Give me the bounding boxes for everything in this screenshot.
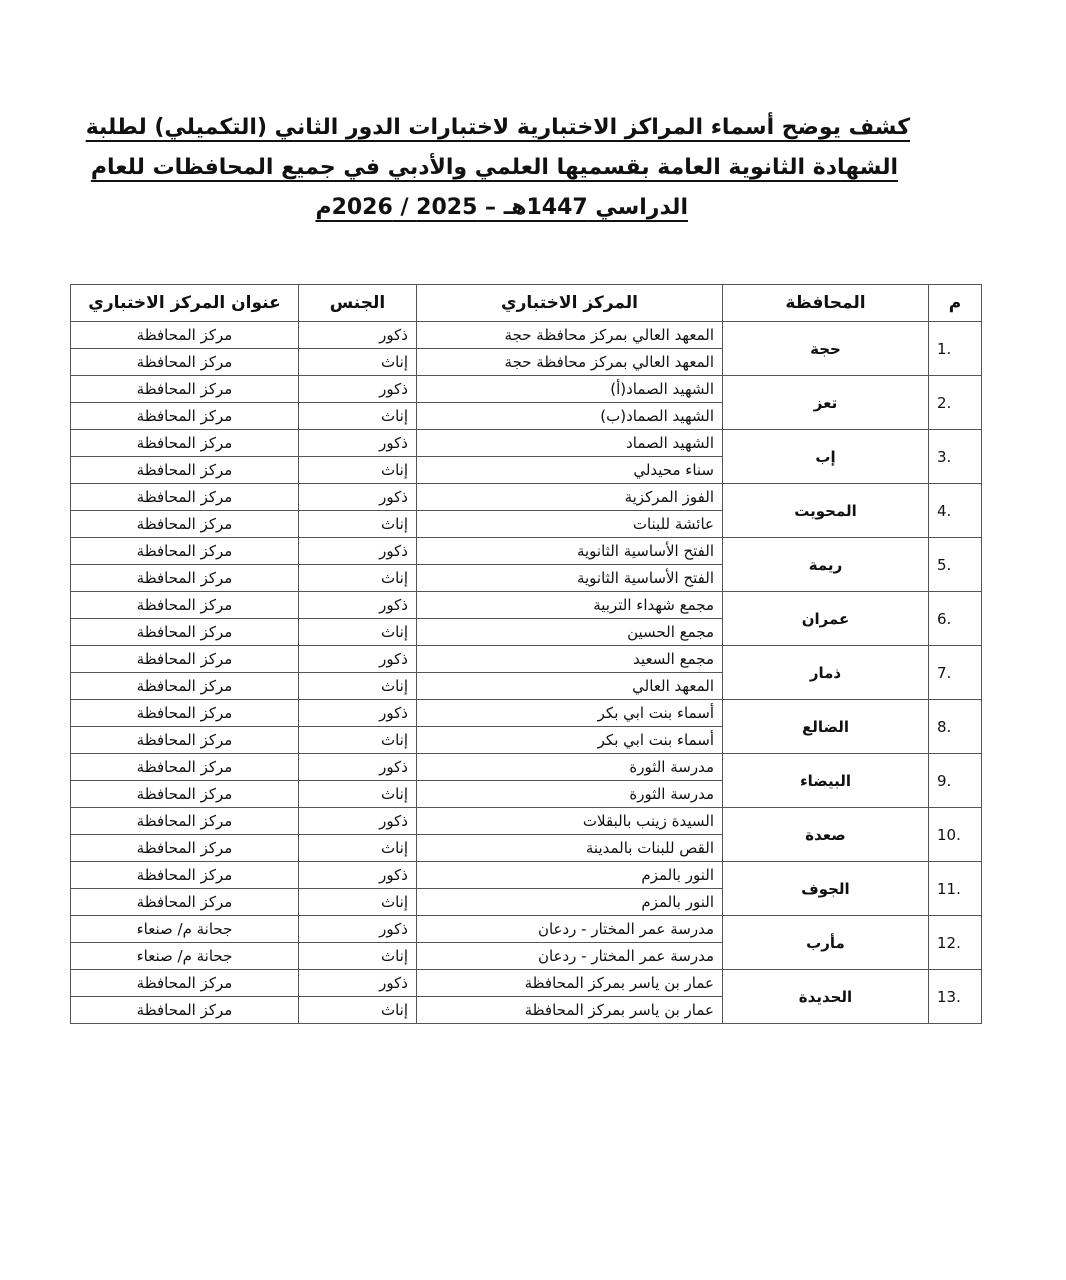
title-line-2 — [90, 148, 910, 188]
title-line-1 — [85, 108, 910, 148]
row-number: 2. — [929, 376, 982, 430]
gender-cell: ذكور — [299, 916, 417, 943]
header-governorate: المحافظة — [723, 285, 929, 322]
address-cell: مركز المحافظة — [71, 484, 299, 511]
center-cell: سناء محيدلي — [417, 457, 723, 484]
row-number: 9. — [929, 754, 982, 808]
gender-cell: ذكور — [299, 646, 417, 673]
table-row — [71, 484, 982, 511]
table-row — [71, 646, 982, 673]
table-row — [71, 916, 982, 943]
row-number: 5. — [929, 538, 982, 592]
title-line-1-text: كشف يوضح أسماء المراكز الاختبارية لاختبارات الدور الثاني (التكميلي) لطلبة — [85, 115, 910, 140]
center-cell: المعهد العالي بمركز محافظة حجة — [417, 349, 723, 376]
address-cell: مركز المحافظة — [71, 889, 299, 916]
governorate-cell: ريمة — [723, 538, 929, 592]
gender-cell: ذكور — [299, 376, 417, 403]
gender-cell: ذكور — [299, 700, 417, 727]
table-row — [71, 700, 982, 727]
table-row — [71, 322, 982, 349]
address-cell: مركز المحافظة — [71, 646, 299, 673]
gender-cell: ذكور — [299, 538, 417, 565]
row-number: 11. — [929, 862, 982, 916]
center-cell: عمار بن ياسر بمركز المحافظة — [417, 997, 723, 1024]
center-cell: مدرسة الثورة — [417, 754, 723, 781]
table-row — [71, 592, 982, 619]
table-header-row — [71, 285, 982, 322]
center-cell: الفتح الأساسية الثانوية — [417, 565, 723, 592]
address-cell: مركز المحافظة — [71, 511, 299, 538]
governorate-cell: حجة — [723, 322, 929, 376]
row-number: 6. — [929, 592, 982, 646]
address-cell: جحانة م/ صنعاء — [71, 943, 299, 970]
gender-cell: ذكور — [299, 484, 417, 511]
center-cell: مجمع شهداء التربية — [417, 592, 723, 619]
center-cell: مدرسة عمر المختار - ردعان — [417, 916, 723, 943]
address-cell: مركز المحافظة — [71, 835, 299, 862]
table-row — [71, 808, 982, 835]
center-cell: الفوز المركزية — [417, 484, 723, 511]
center-cell: أسماء بنت ابي بكر — [417, 700, 723, 727]
gender-cell: إناث — [299, 619, 417, 646]
address-cell: مركز المحافظة — [71, 376, 299, 403]
row-number: 3. — [929, 430, 982, 484]
governorate-cell: الجوف — [723, 862, 929, 916]
address-cell: مركز المحافظة — [71, 673, 299, 700]
gender-cell: إناث — [299, 727, 417, 754]
document-title — [85, 108, 910, 228]
address-cell: مركز المحافظة — [71, 754, 299, 781]
header-center: المركز الاختباري — [417, 285, 723, 322]
gender-cell: ذكور — [299, 592, 417, 619]
center-cell: عمار بن ياسر بمركز المحافظة — [417, 970, 723, 997]
governorate-cell: مأرب — [723, 916, 929, 970]
center-cell: الشهيد الصماد(ب) — [417, 403, 723, 430]
governorate-cell: الحديدة — [723, 970, 929, 1024]
table-row — [71, 862, 982, 889]
table-row — [71, 538, 982, 565]
title-line-3 — [150, 188, 910, 228]
address-cell: مركز المحافظة — [71, 430, 299, 457]
gender-cell: إناث — [299, 997, 417, 1024]
gender-cell: إناث — [299, 835, 417, 862]
header-num: م — [929, 285, 982, 322]
governorate-cell: عمران — [723, 592, 929, 646]
address-cell: مركز المحافظة — [71, 592, 299, 619]
title-line-3-text: الدراسي 1447هـ – 2025 / 2026م — [315, 195, 688, 220]
center-cell: الشهيد الصماد — [417, 430, 723, 457]
exam-centers-table — [70, 284, 982, 1024]
gender-cell: ذكور — [299, 970, 417, 997]
governorate-cell: صعدة — [723, 808, 929, 862]
gender-cell: إناث — [299, 565, 417, 592]
gender-cell: إناث — [299, 673, 417, 700]
address-cell: مركز المحافظة — [71, 700, 299, 727]
center-cell: مدرسة الثورة — [417, 781, 723, 808]
gender-cell: إناث — [299, 457, 417, 484]
gender-cell: ذكور — [299, 430, 417, 457]
center-cell: النور بالمزم — [417, 889, 723, 916]
center-cell: مدرسة عمر المختار - ردعان — [417, 943, 723, 970]
gender-cell: إناث — [299, 403, 417, 430]
row-number: 10. — [929, 808, 982, 862]
header-gender: الجنس — [299, 285, 417, 322]
address-cell: مركز المحافظة — [71, 727, 299, 754]
gender-cell: إناث — [299, 349, 417, 376]
table-row — [71, 376, 982, 403]
title-line-2-text: الشهادة الثانوية العامة بقسميها العلمي والأدبي في جميع المحافظات للعام — [90, 155, 898, 180]
center-cell: أسماء بنت ابي بكر — [417, 727, 723, 754]
center-cell: المعهد العالي — [417, 673, 723, 700]
governorate-cell: البيضاء — [723, 754, 929, 808]
gender-cell: ذكور — [299, 862, 417, 889]
address-cell: مركز المحافظة — [71, 565, 299, 592]
governorate-cell: إب — [723, 430, 929, 484]
center-cell: الشهيد الصماد(أ) — [417, 376, 723, 403]
table-row — [71, 970, 982, 997]
center-cell: السيدة زينب بالبقلات — [417, 808, 723, 835]
row-number: 7. — [929, 646, 982, 700]
table-row — [71, 754, 982, 781]
address-cell: مركز المحافظة — [71, 781, 299, 808]
center-cell: القص للبنات بالمدينة — [417, 835, 723, 862]
address-cell: مركز المحافظة — [71, 403, 299, 430]
address-cell: مركز المحافظة — [71, 457, 299, 484]
address-cell: مركز المحافظة — [71, 862, 299, 889]
header-address: عنوان المركز الاختباري — [71, 285, 299, 322]
gender-cell: ذكور — [299, 808, 417, 835]
center-cell: مجمع السعيد — [417, 646, 723, 673]
governorate-cell: ذمار — [723, 646, 929, 700]
center-cell: المعهد العالي بمركز محافظة حجة — [417, 322, 723, 349]
address-cell: مركز المحافظة — [71, 349, 299, 376]
address-cell: مركز المحافظة — [71, 970, 299, 997]
row-number: 8. — [929, 700, 982, 754]
gender-cell: إناث — [299, 511, 417, 538]
address-cell: مركز المحافظة — [71, 808, 299, 835]
center-cell: عائشة للبنات — [417, 511, 723, 538]
gender-cell: ذكور — [299, 754, 417, 781]
table-row — [71, 430, 982, 457]
center-cell: الفتح الأساسية الثانوية — [417, 538, 723, 565]
gender-cell: ذكور — [299, 322, 417, 349]
gender-cell: إناث — [299, 781, 417, 808]
address-cell: مركز المحافظة — [71, 538, 299, 565]
gender-cell: إناث — [299, 943, 417, 970]
address-cell: مركز المحافظة — [71, 619, 299, 646]
address-cell: مركز المحافظة — [71, 997, 299, 1024]
row-number: 4. — [929, 484, 982, 538]
governorate-cell: المحويت — [723, 484, 929, 538]
center-cell: النور بالمزم — [417, 862, 723, 889]
address-cell: جحانة م/ صنعاء — [71, 916, 299, 943]
center-cell: مجمع الحسين — [417, 619, 723, 646]
governorate-cell: الضالع — [723, 700, 929, 754]
table-body — [71, 322, 982, 1024]
row-number: 12. — [929, 916, 982, 970]
governorate-cell: تعز — [723, 376, 929, 430]
row-number: 13. — [929, 970, 982, 1024]
gender-cell: إناث — [299, 889, 417, 916]
address-cell: مركز المحافظة — [71, 322, 299, 349]
row-number: 1. — [929, 322, 982, 376]
